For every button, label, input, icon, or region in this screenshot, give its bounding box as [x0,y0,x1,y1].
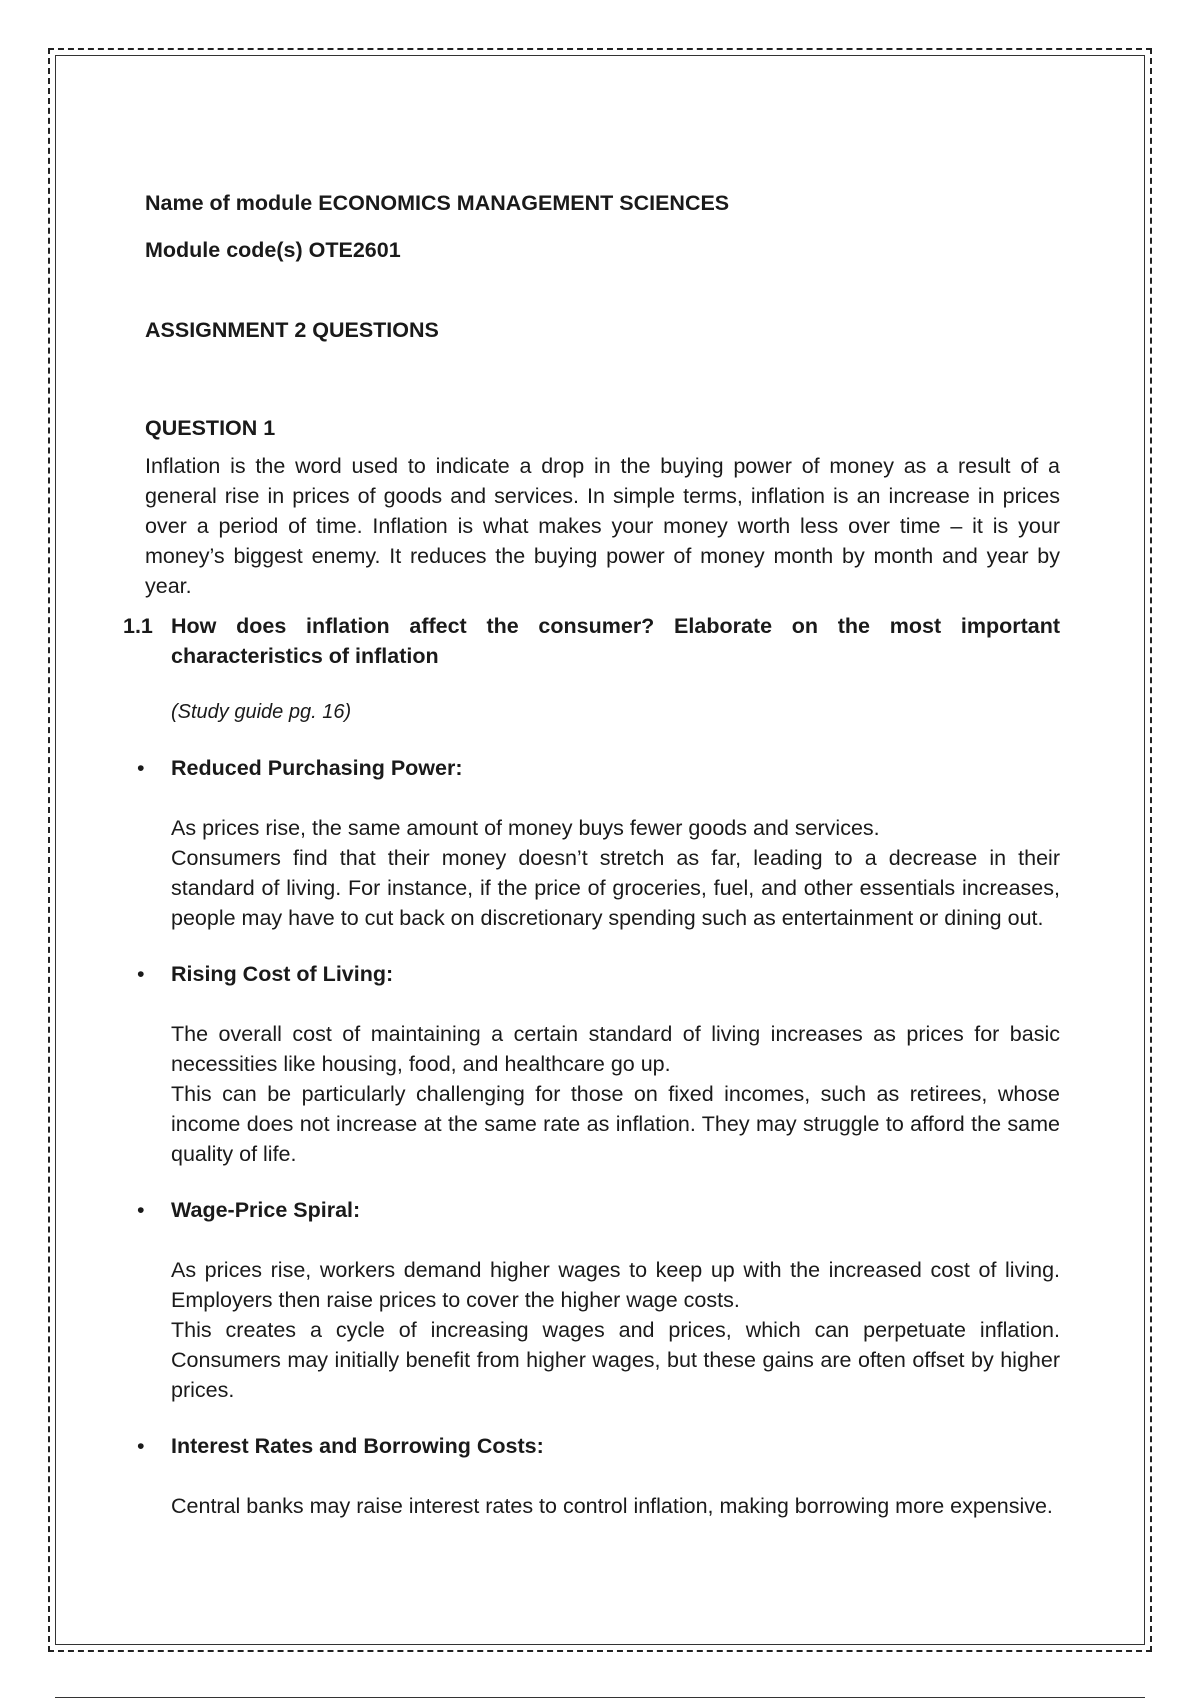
question-intro: Inflation is the word used to indicate a drop in the buying power of money as a result of a general rise in prices of goods and services. In simple terms, inflation is an increase in prices over a period of time. Inflation is what makes your money worth less over time – it is your money’s biggest enemy. It reduces the buying power of money month by month and year by year. [145,454,1060,598]
bullet-item [137,1195,1060,1405]
assignment-title: ASSIGNMENT 2 QUESTIONS [145,318,439,342]
sub-question-text: How does inflation affect the consumer? Elaborate on the most important characteristics of inflation [171,614,1060,668]
sub-question [123,611,1060,671]
module-name-line [145,188,1060,218]
bullet-title: Wage-Price Spiral: [171,1198,361,1222]
bullet-body [171,1255,1060,1405]
module-name-label: Name of module [145,191,313,215]
bullet-title: Reduced Purchasing Power: [171,756,463,780]
bullet-body [171,1019,1060,1169]
footer-rule [55,1697,1145,1698]
bullet-item [137,959,1060,1169]
bullet-title: Interest Rates and Borrowing Costs: [171,1434,544,1458]
bullet-item [137,1431,1060,1521]
bullet-paragraph: As prices rise, workers demand higher wages to keep up with the increased cost of living. Employers then raise prices to cover the higher wage costs. [171,1258,1060,1312]
bullet-paragraph: As prices rise, the same amount of money buys fewer goods and services. [171,816,880,840]
sub-question-number: 1.1 [123,614,153,638]
bullet-icon: • [137,1198,145,1222]
bullet-body [171,1491,1060,1521]
bullet-paragraph: The overall cost of maintaining a certain standard of living increases as prices for basic necessities like housing, food, and healthcare go up. [171,1022,1060,1076]
bullet-icon: • [137,1434,145,1458]
bullet-paragraph: This creates a cycle of increasing wages and prices, which can perpetuate inflation. Consumers may initially benefit from higher wages, but these gains are often offset by higher prices. [171,1318,1060,1402]
bullet-title: Rising Cost of Living: [171,962,394,986]
bullet-paragraph: Consumers find that their money doesn’t stretch as far, leading to a decrease in their standard of living. For instance, if the price of groceries, fuel, and other essentials increases, people may have to cut back on discretionary spending such as entertainment or dining out. [171,846,1060,930]
bullet-item [137,753,1060,933]
bullet-body [171,813,1060,933]
module-code-value: OTE2601 [308,238,401,262]
document-content [123,188,1060,1521]
bullet-paragraph: This can be particularly challenging for those on fixed incomes, such as retirees, whose income does not increase at the same rate as inflation. They may struggle to afford the same quality of life. [171,1082,1060,1166]
bullet-icon: • [137,962,145,986]
module-code-label: Module code(s) [145,238,303,262]
bullet-icon: • [137,756,145,780]
bullet-paragraph: Central banks may raise interest rates to control inflation, making borrowing more expensive. [171,1494,1053,1518]
study-guide-reference: (Study guide pg. 16) [171,701,352,723]
module-name-value: ECONOMICS MANAGEMENT SCIENCES [318,191,730,215]
module-code-line [145,235,1060,265]
question-title: QUESTION 1 [145,416,276,440]
